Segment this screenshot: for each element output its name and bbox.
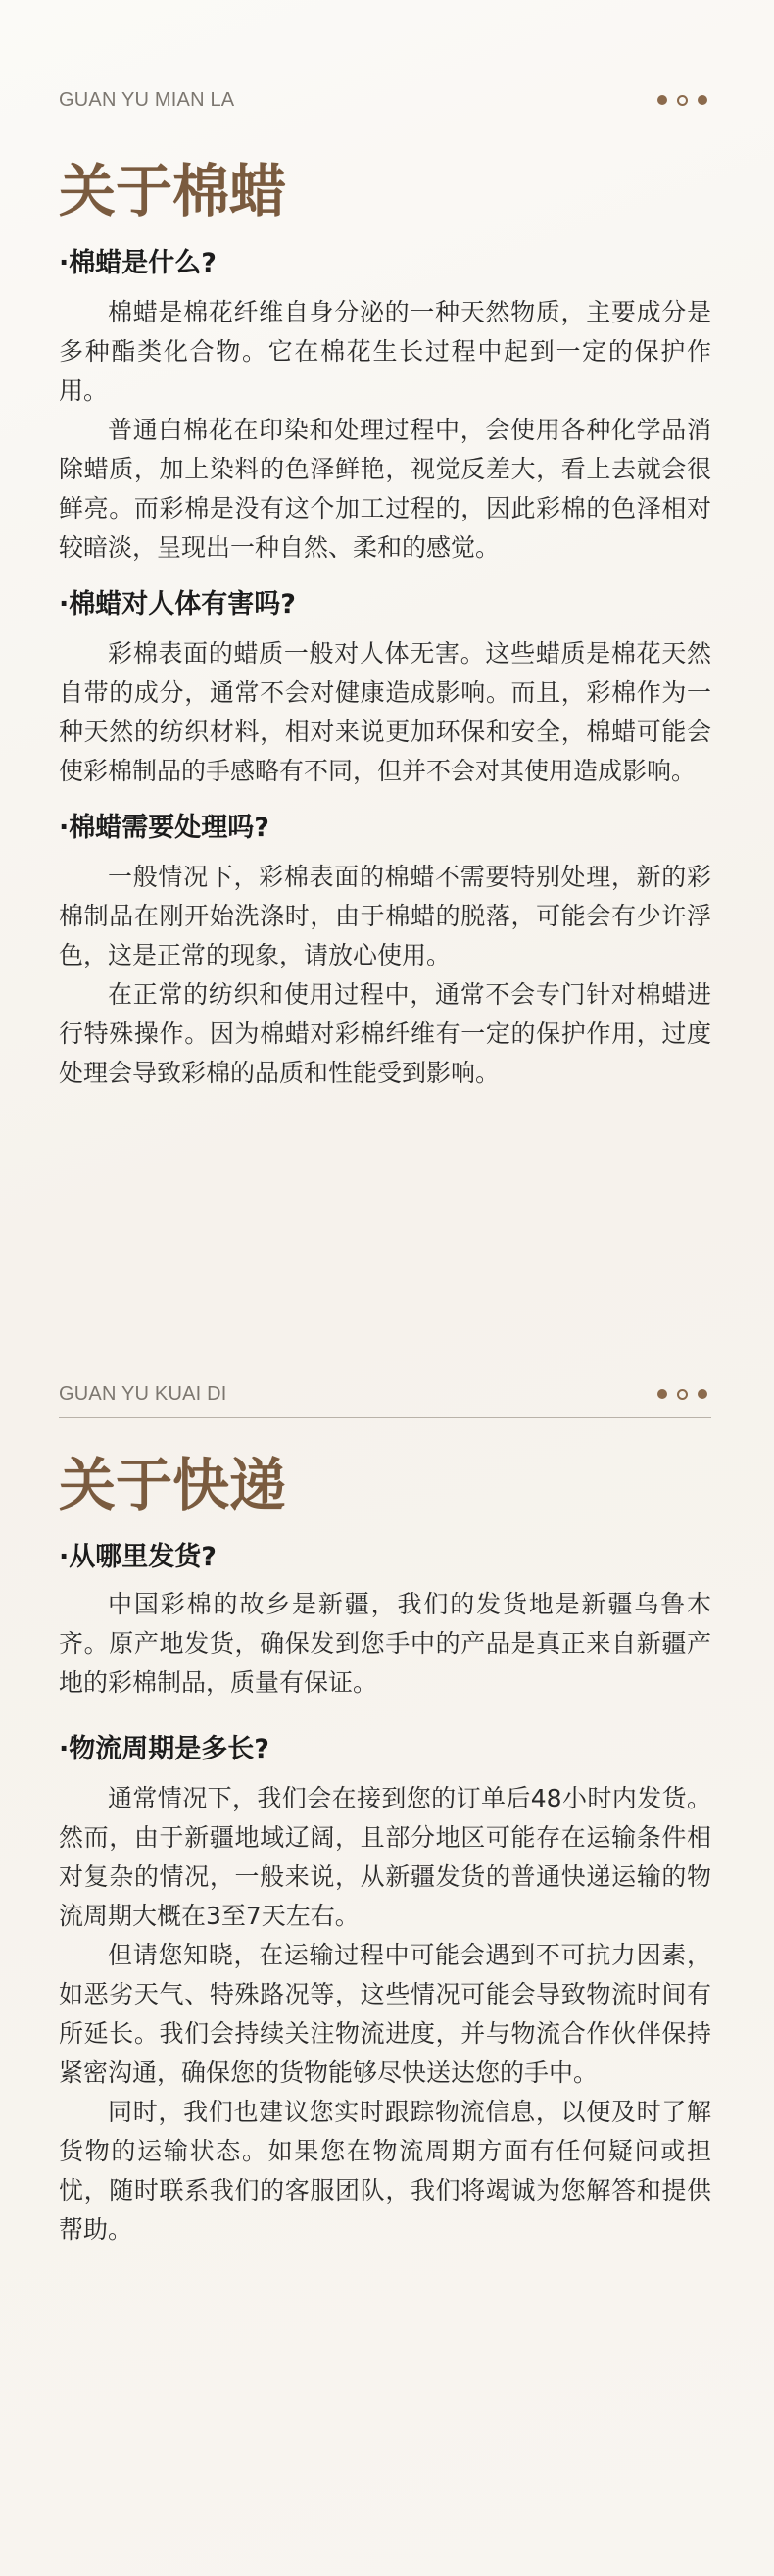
section-kicker: GUAN YU KUAI DI — [59, 1382, 227, 1405]
answer-paragraph: 通常情况下，我们会在接到您的订单后48小时内发货。然而，由于新疆地域辽阔，且部分地区可能存在运输条件相对复杂的情况，一般来说，从新疆发货的普通快递运输的物流周期大概在3至7天左右。 — [59, 1784, 711, 1930]
answer-paragraph: 中国彩棉的故乡是新疆，我们的发货地是新疆乌鲁木齐。原产地发货，确保发到您手中的产品是真正来自新疆产地的彩棉制品，质量有保证。 — [59, 1590, 711, 1697]
answer-paragraph: 一般情况下，彩棉表面的棉蜡不需要特别处理，新的彩棉制品在刚开始洗涤时，由于棉蜡的脱落，可能会有少许浮色，这是正常的现象，请放心使用。 — [59, 863, 711, 969]
question-heading: ·从哪里发货? — [59, 1542, 217, 1572]
section-kicker: GUAN YU MIAN LA — [59, 88, 235, 111]
answer-block — [59, 634, 711, 791]
ring-dot-icon — [677, 1389, 688, 1400]
section-delivery — [59, 1370, 711, 2250]
dots-decoration-icon — [657, 95, 711, 106]
answer-block — [59, 1779, 711, 2250]
dot-icon — [657, 1389, 667, 1399]
answer-paragraph: 彩棉表面的蜡质一般对人体无害。这些蜡质是棉花天然自带的成分，通常不会对健康造成影响。而且，彩棉作为一种天然的纺织材料，相对来说更加环保和安全，棉蜡可能会使彩棉制品的手感略有不同，但并不会对其使用造成影响。 — [59, 639, 711, 785]
section-header — [59, 76, 711, 124]
section-title: 关于快递 — [59, 1452, 287, 1518]
answer-block — [59, 293, 711, 568]
answer-block — [59, 1585, 711, 1703]
question-heading: ·棉蜡对人体有害吗? — [59, 589, 296, 619]
dots-decoration-icon — [657, 1389, 711, 1400]
answer-paragraph: 棉蜡是棉花纤维自身分泌的一种天然物质，主要成分是多种酯类化合物。它在棉花生长过程中起到一定的保护作用。 — [59, 298, 711, 405]
question-heading: ·物流周期是多长? — [59, 1734, 269, 1764]
dot-icon — [698, 1389, 707, 1399]
dot-icon — [657, 95, 667, 105]
answer-paragraph: 普通白棉花在印染和处理过程中，会使用各种化学品消除蜡质，加上染料的色泽鲜艳，视觉反差大，看上去就会很鲜亮。而彩棉是没有这个加工过程的，因此彩棉的色泽相对较暗淡，呈现出一种自然、柔和的感觉。 — [59, 416, 711, 562]
answer-paragraph: 但请您知晓，在运输过程中可能会遇到不可抗力因素，如恶劣天气、特殊路况等，这些情况可能会导致物流时间有所延长。我们会持续关注物流进度，并与物流合作伙伴保持紧密沟通，确保您的货物能够尽快送达您的手中。 — [59, 1941, 711, 2087]
question-heading: ·棉蜡需要处理吗? — [59, 813, 269, 843]
section-title: 关于棉蜡 — [59, 158, 287, 224]
question-heading: ·棉蜡是什么? — [59, 248, 217, 278]
answer-paragraph: 同时，我们也建议您实时跟踪物流信息，以便及时了解货物的运输状态。如果您在物流周期方面有任何疑问或担忧，随时联系我们的客服团队，我们将竭诚为您解答和提供帮助。 — [59, 2098, 711, 2244]
answer-block — [59, 858, 711, 1093]
dot-icon — [698, 95, 707, 105]
section-cotton-wax — [59, 76, 711, 1093]
ring-dot-icon — [677, 95, 688, 106]
answer-paragraph: 在正常的纺织和使用过程中，通常不会专门针对棉蜡进行特殊操作。因为棉蜡对彩棉纤维有一定的保护作用，过度处理会导致彩棉的品质和性能受到影响。 — [59, 980, 711, 1087]
section-header — [59, 1370, 711, 1418]
